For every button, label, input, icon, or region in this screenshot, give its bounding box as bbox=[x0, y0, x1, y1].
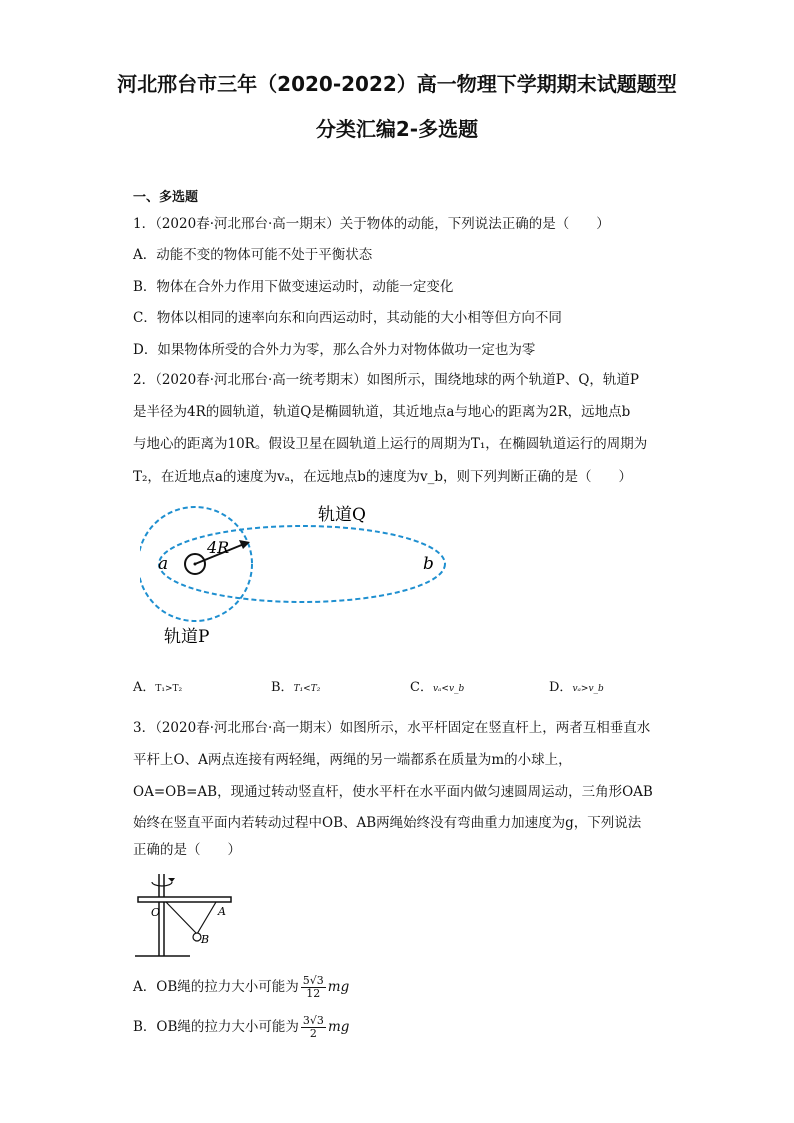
q3-option-a-fraction: $\frac{5√3}{12}$ bbox=[302, 974, 324, 1000]
q2-stem-line1: 2．（2020春·河北邢台·高一统考期末）如图所示，围绕地球的两个轨道P、Q，轨道P bbox=[133, 372, 640, 388]
rope-ab bbox=[197, 902, 216, 934]
rope-ob bbox=[166, 902, 197, 934]
q2-choice-d: D．vₐ>v_b bbox=[549, 680, 604, 695]
rotating-rod-figure bbox=[130, 866, 240, 962]
q1-option-b: B．物体在合外力作用下做变速运动时，动能一定变化 bbox=[133, 279, 454, 295]
q3-stem-line5: 正确的是（ ） bbox=[133, 842, 241, 858]
q1-option-d: D．如果物体所受的合外力为零，那么合外力对物体做功一定也为零 bbox=[133, 342, 536, 358]
orbit-q-label: 轨道Q bbox=[318, 505, 366, 525]
radius-label: 4R bbox=[207, 538, 230, 557]
q2-stem-line3: 与地心的距离为10R。假设卫星在圆轨道上运行的周期为T₁，在椭圆轨道运行的周期为 bbox=[133, 436, 648, 452]
point-b-label: b bbox=[423, 554, 434, 574]
q3-stem-line3: OA=OB=AB，现通过转动竖直杆，使水平杆在水平面内做匀速圆周运动，三角形OAB bbox=[133, 784, 653, 800]
label-a: A bbox=[218, 905, 226, 918]
section-heading: 一、多选题 bbox=[133, 190, 199, 205]
q2-stem-line2: 是半径为4R的圆轨道，轨道Q是椭圆轨道，其近地点a与地心的距离为2R，远地点b bbox=[133, 404, 631, 420]
q3-stem-line2: 平杆上O、A两点连接有两轻绳，两绳的另一端都系在质量为m的小球上， bbox=[133, 752, 572, 768]
q1-stem: 1．（2020春·河北邢台·高一期末）关于物体的动能，下列说法正确的是（ ） bbox=[133, 216, 610, 232]
q2-choice-b: B．T₁<T₂ bbox=[271, 680, 321, 695]
q1-option-a: A．动能不变的物体可能不处于平衡状态 bbox=[133, 247, 373, 263]
orbit-figure bbox=[140, 492, 460, 652]
rotation-arrow-icon bbox=[152, 882, 172, 886]
label-o: O bbox=[151, 906, 161, 919]
ball-b bbox=[193, 933, 201, 941]
q2-choice-c: C．vₐ<v_b bbox=[410, 680, 465, 695]
document-title-line1: 河北邢台市三年（2020-2022）高一物理下学期期末试题题型 bbox=[117, 72, 677, 96]
q3-option-b-fraction: $\frac{3√3}{2}$ bbox=[302, 1014, 324, 1040]
point-a-label: a bbox=[158, 554, 169, 574]
q3-option-b: B．OB绳的拉力大小可能为 $\frac{3√3}{2}$ mg bbox=[133, 1014, 350, 1040]
rotation-arrowhead bbox=[168, 878, 175, 882]
q2-choice-a: A．T₁>T₂ bbox=[133, 680, 183, 695]
q3-stem-line1: 3．（2020春·河北邢台·高一期末）如图所示，水平杆固定在竖直杆上，两者互相垂直水 bbox=[133, 720, 651, 736]
horizontal-rod bbox=[138, 897, 231, 902]
label-b: B bbox=[201, 933, 210, 946]
q1-option-c: C．物体以相同的速率向东和向西运动时，其动能的大小相等但方向不同 bbox=[133, 310, 562, 326]
q2-stem-line4: T₂，在近地点a的速度为vₐ，在远地点b的速度为v_b，则下列判断正确的是（ ） bbox=[133, 469, 632, 485]
orbit-p-label: 轨道P bbox=[164, 627, 210, 647]
q3-stem-line4: 始终在竖直平面内若转动过程中OB、AB两绳始终没有弯曲重力加速度为g，下列说法 bbox=[133, 815, 642, 831]
q3-option-a: A．OB绳的拉力大小可能为 $\frac{5√3}{12}$ mg bbox=[133, 974, 350, 1000]
document-title-line2: 分类汇编2-多选题 bbox=[315, 117, 479, 141]
